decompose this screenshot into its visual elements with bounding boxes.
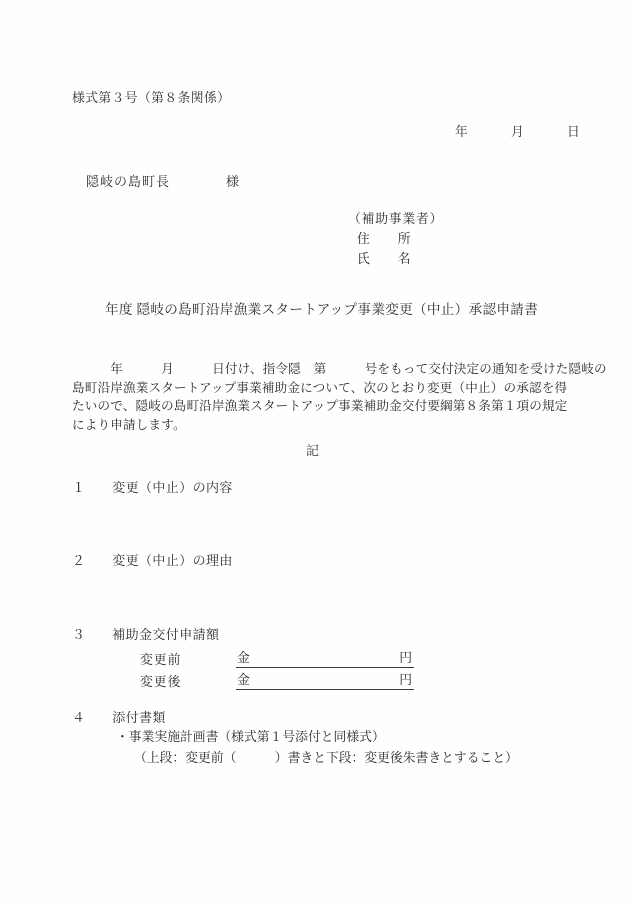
date-line: 年 月 日 xyxy=(455,125,581,139)
applicant-name-label: 氏 名 xyxy=(357,252,412,266)
amount-before-field[interactable] xyxy=(236,647,414,668)
amount-unit-before: 円 xyxy=(399,651,412,665)
attachment-item xyxy=(116,727,518,748)
body-line-2: 島町沿岸漁業スタートアップ事業補助金について、次のとおり変更（中止）の承認を得 xyxy=(72,380,568,395)
attachment-list xyxy=(116,727,518,769)
section-item-3-heading: ３ 補助金交付申請額 xyxy=(72,627,220,642)
yen-mark-after: 金 xyxy=(237,673,250,687)
amount-before-label: 変更前 xyxy=(140,653,182,667)
form-number: 様式第３号（第８条関係） xyxy=(72,91,231,105)
amount-rows xyxy=(140,646,414,690)
amount-unit-after: 円 xyxy=(399,673,412,687)
amount-row-before xyxy=(140,646,414,668)
ki-mark: 記 xyxy=(306,443,320,458)
section-item-1-heading: １ 変更（中止）の内容 xyxy=(72,480,233,495)
bullet-dot-icon: ・ xyxy=(116,730,129,744)
section-item-4-heading: ４ 添付書類 xyxy=(72,710,166,725)
amount-after-label: 変更後 xyxy=(140,675,182,689)
attachment-note: （上段：変更前（ ）書きと下段：変更後朱書きとすること） xyxy=(134,751,518,765)
body-line-4: により申請します。 xyxy=(72,417,186,432)
attachment-item-label: 事業実施計画書（様式第１号添付と同様式） xyxy=(128,730,385,744)
body-paragraph xyxy=(72,360,607,434)
document-title: 年度 隠岐の島町沿岸漁業スタートアップ事業変更（中止）承認申請書 xyxy=(105,302,539,317)
yen-mark-before: 金 xyxy=(237,651,250,665)
applicant-heading: （補助事業者） xyxy=(348,212,444,226)
addressee-line: 隠岐の島町長 様 xyxy=(86,174,241,189)
section-item-2-heading: ２ 変更（中止）の理由 xyxy=(72,553,233,568)
applicant-address-label: 住 所 xyxy=(357,232,412,246)
amount-row-after xyxy=(140,668,414,690)
body-line-3: たいので、隠岐の島町沿岸漁業スタートアップ事業補助金交付要綱第８条第１項の規定 xyxy=(72,399,568,414)
body-line-1: 年 月 日付け、指令隠 第 号をもって交付決定の通知を受けた隠岐の xyxy=(72,362,607,376)
applicant-block xyxy=(348,209,443,269)
amount-after-field[interactable] xyxy=(236,669,414,690)
